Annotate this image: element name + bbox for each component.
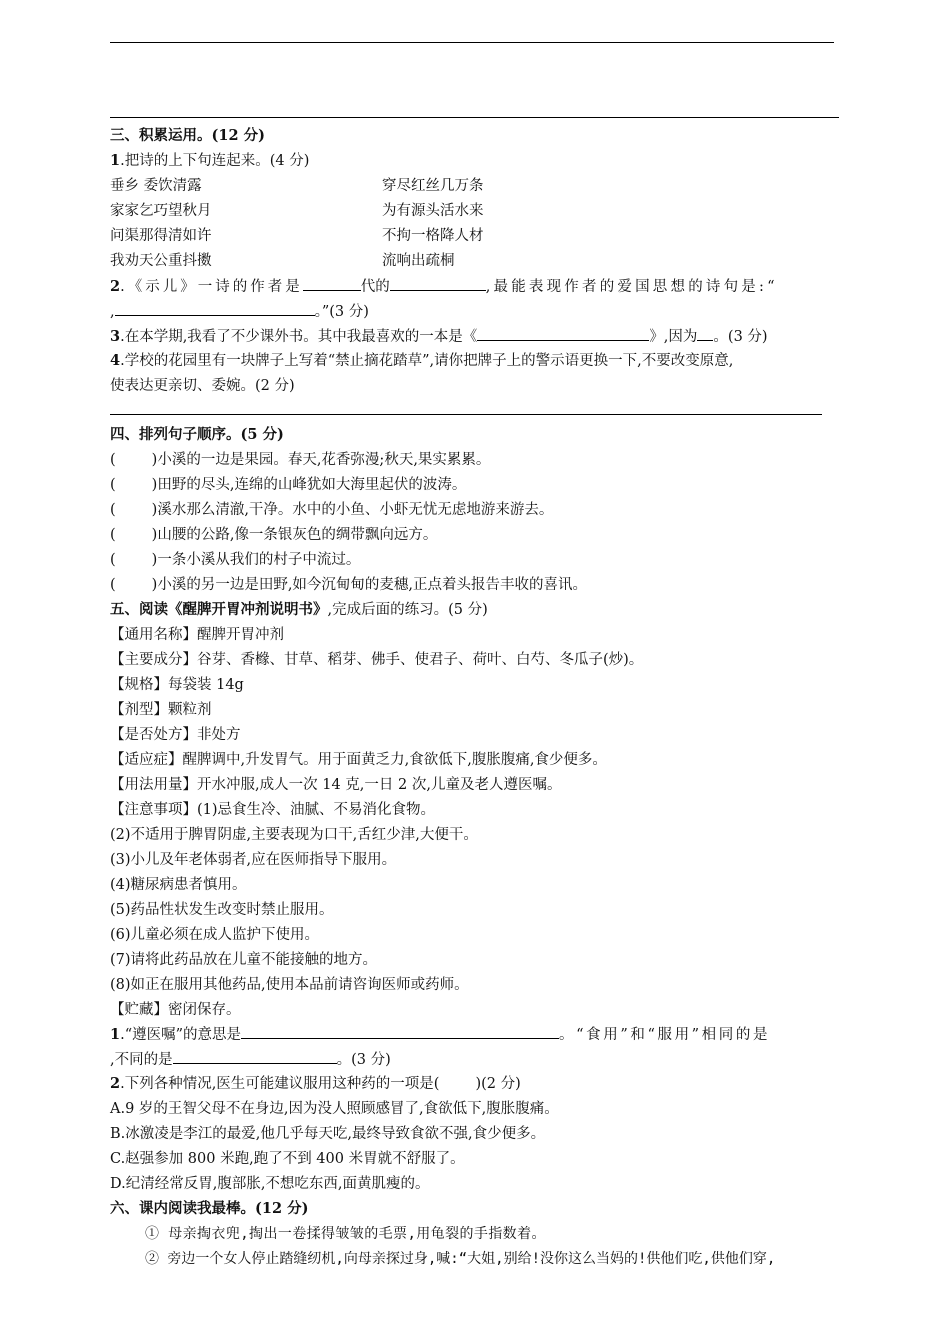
top-rule-2 bbox=[110, 117, 839, 118]
section3-q3: 3.在本学期,我看了不少课外书。其中我最喜欢的一本是《 》,因为 。(3 分) bbox=[110, 328, 768, 345]
reading-paragraph-2: ② 旁边一个女人停止踏缝纫机,向母亲探过身,喊:“大姐,别给!没你这么当妈的!供他们吃,供他们穿, bbox=[145, 1251, 776, 1267]
q-num: 3 bbox=[110, 328, 121, 345]
instr-line-7: 【用法用量】开水冲服,成人一次 14 克,一日 2 次,儿童及老人遵医嘱。 bbox=[110, 777, 562, 793]
instr-line-4: 【剂型】颗粒剂 bbox=[110, 702, 212, 718]
q-text: .《示儿》一诗的作者是 bbox=[120, 279, 303, 295]
option-d: D.纪清经常反胃,腹部胀,不想吃东西,面黄肌瘦的。 bbox=[110, 1176, 430, 1192]
instr-line-3: 【规格】每袋装 14g bbox=[110, 677, 244, 693]
q-text: ,最能表现作者的爱国思想的诗句是:“ bbox=[485, 279, 778, 295]
section3-q4-line1: 4.学校的花园里有一块牌子上写着“禁止摘花踏草”,请你把牌子上的警示语更换一下,不要改变原意, bbox=[110, 352, 734, 369]
instr-line-12: (5)药品性状发生改变时禁止服用。 bbox=[110, 902, 334, 918]
q-num: 2 bbox=[110, 1075, 121, 1092]
order-item-3: ( )溪水那么清澈,干净。水中的小鱼、小虾无忧无虑地游来游去。 bbox=[110, 502, 554, 518]
poem-left-3: 问渠那得清如许 bbox=[110, 228, 212, 244]
option-a: A.9 岁的王智父母不在身边,因为没人照顾感冒了,食欲低下,腹胀腹痛。 bbox=[110, 1101, 559, 1117]
section3-q4-line2: 使表达更亲切、委婉。(2 分) bbox=[110, 378, 295, 394]
order-item-4: ( )山腰的公路,像一条银灰色的绸带飘向远方。 bbox=[110, 527, 438, 543]
section6-title: 六、课内阅读我最棒。(12 分) bbox=[110, 1200, 309, 1217]
answer-blank[interactable] bbox=[477, 326, 649, 341]
instr-line-16: 【贮藏】密闭保存。 bbox=[110, 1002, 241, 1018]
q-num: 1 bbox=[110, 152, 121, 169]
option-b: B.冰激凌是李江的最爱,他几乎每天吃,最终导致食欲不强,食少便多。 bbox=[110, 1126, 546, 1142]
section5-q2: 2.下列各种情况,医生可能建议服用这种药的一项是( )(2 分) bbox=[110, 1075, 521, 1092]
answer-blank[interactable] bbox=[390, 276, 486, 291]
answer-blank[interactable] bbox=[697, 326, 713, 341]
answer-blank[interactable] bbox=[241, 1024, 559, 1039]
section3-q2-line1 bbox=[110, 276, 840, 298]
section3-title: 三、积累运用。(12 分) bbox=[110, 127, 265, 144]
order-item-2: ( )田野的尽头,连绵的山峰犹如大海里起伏的波涛。 bbox=[110, 477, 467, 493]
answer-blank[interactable] bbox=[303, 276, 361, 291]
section5-q1-line2: ,不同的是 。(3 分) bbox=[110, 1049, 391, 1071]
q-num: 2 bbox=[110, 278, 121, 295]
poem-left-1: 垂‌乡 委饮清露 bbox=[110, 178, 202, 194]
instr-line-13: (6)儿童必须在成人监护下使用。 bbox=[110, 927, 320, 943]
instr-line-15: (8)如正在服用其他药品,使用本品前请咨询医师或药师。 bbox=[110, 977, 469, 993]
poem-left-2: 家家乞巧望秋月 bbox=[110, 203, 212, 219]
instr-line-8: 【注意事项】(1)忌食生冷、油腻、不易消化食物。 bbox=[110, 802, 436, 818]
reading-paragraph-1: ① 母亲掏衣兜,掏出一卷揉得皱皱的毛票,用龟裂的手指数着。 bbox=[145, 1226, 546, 1242]
order-item-1: ( )小溪的一边是果园。春天,花香弥漫;秋天,果实累累。 bbox=[110, 452, 491, 468]
section4-title: 四、排列句子顺序。(5 分) bbox=[110, 426, 284, 443]
poem-right-3: 不拘一格降人材 bbox=[382, 228, 484, 244]
section5-q1-line1: 1.“遵医嘱”的意思是 。“食用”和“服用”相同的是 bbox=[110, 1026, 771, 1043]
q-text: .把诗的上下句连起来。(4 分) bbox=[120, 153, 310, 169]
answer-line[interactable] bbox=[110, 414, 822, 415]
section3-q2-line2: , 。”(3 分) bbox=[110, 301, 369, 323]
poem-right-1: 穿尽红丝几万条 bbox=[382, 178, 484, 194]
instr-line-14: (7)请将此药品放在儿童不能接触的地方。 bbox=[110, 952, 378, 968]
q-num: 1 bbox=[110, 1026, 121, 1043]
poem-right-4: 流响出疏桐 bbox=[382, 253, 455, 269]
option-c: C.赵强参加 800 米跑,跑了不到 400 米胃就不舒服了。 bbox=[110, 1151, 465, 1167]
poem-left-4: 我劝天公重抖擞 bbox=[110, 253, 212, 269]
q-text: 代的 bbox=[360, 279, 390, 295]
answer-blank[interactable] bbox=[173, 1049, 337, 1064]
q-num: 4 bbox=[110, 352, 121, 369]
instr-line-1: 【通用名称】醒脾开胃冲剂 bbox=[110, 627, 284, 643]
instr-line-6: 【适应症】醒脾调中,升发胃气。用于面黄乏力,食欲低下,腹胀腹痛,食少便多。 bbox=[110, 752, 607, 768]
instr-line-5: 【是否处方】非处方 bbox=[110, 727, 241, 743]
order-item-6: ( )小溪的另一边是田野,如今沉甸甸的麦穗,正点着头报告丰收的喜讯。 bbox=[110, 577, 588, 593]
order-item-5: ( )一条小溪从我们的村子中流过。 bbox=[110, 552, 361, 568]
instr-line-11: (4)糖尿病患者慎用。 bbox=[110, 877, 247, 893]
section3-q1 bbox=[110, 151, 309, 173]
instr-line-10: (3)小儿及年老体弱者,应在医师指导下服用。 bbox=[110, 852, 397, 868]
section5-title: 五、阅读《醒脾开胃冲剂说明书》,完成后面的练习。(5 分) bbox=[110, 601, 488, 618]
poem-right-2: 为有源头活水来 bbox=[382, 203, 484, 219]
top-rule-1 bbox=[110, 42, 834, 43]
answer-blank[interactable] bbox=[115, 301, 315, 316]
instr-line-2: 【主要成分】谷芽、香橼、甘草、稻芽、佛手、使君子、荷叶、白芍、冬瓜子(炒)。 bbox=[110, 652, 644, 668]
instr-line-9: (2)不适用于脾胃阴虚,主要表现为口干,舌红少津,大便干。 bbox=[110, 827, 478, 843]
